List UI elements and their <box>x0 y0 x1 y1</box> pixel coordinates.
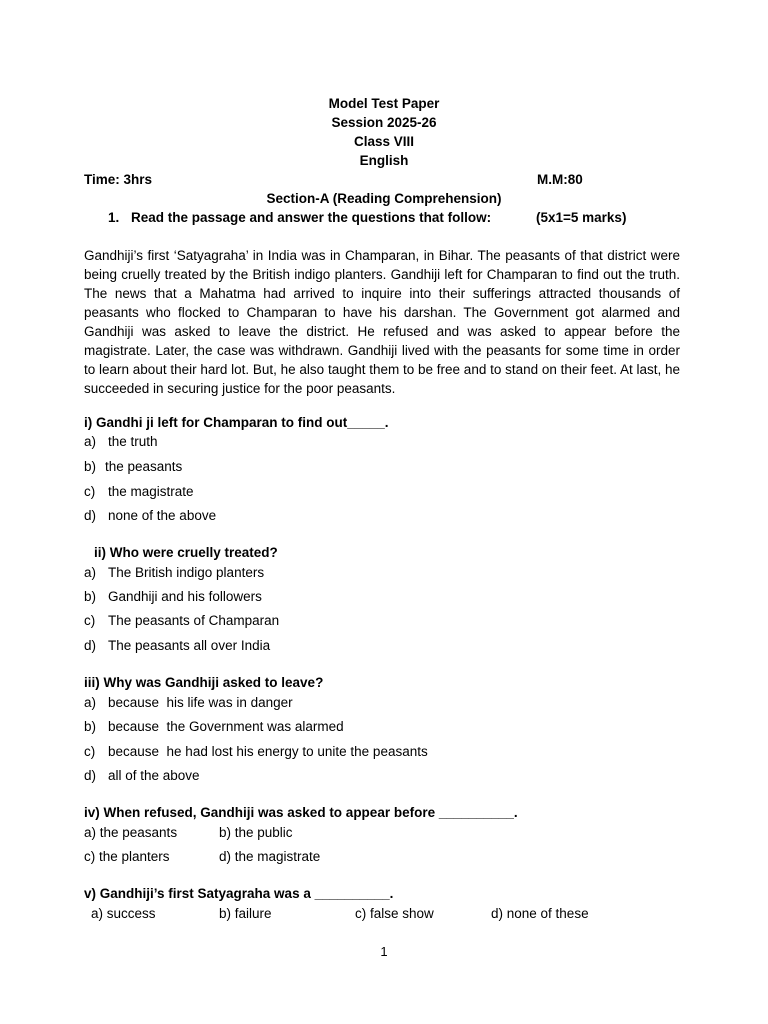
section-heading: Section-A (Reading Comprehension) <box>266 191 502 206</box>
option-text: The British indigo planters <box>108 565 265 580</box>
q1-option-a <box>84 433 158 451</box>
q5-option-b: b) failure <box>219 906 272 921</box>
session-line: Session 2025-26 <box>331 115 437 130</box>
q2-option-c <box>84 612 279 630</box>
option-text: the magistrate <box>108 484 194 499</box>
option-text: because he had lost his energy to unite the peasants <box>108 744 428 759</box>
option-text: The peasants all over India <box>108 638 271 653</box>
q4-option-d: d) the magistrate <box>219 849 321 864</box>
option-label: d) <box>84 508 97 523</box>
option-text: all of the above <box>108 768 200 783</box>
time-label: Time: 3hrs <box>84 172 153 187</box>
q3-option-b <box>84 718 344 736</box>
option-text: The peasants of Champaran <box>108 613 280 628</box>
option-label: c) <box>84 484 96 499</box>
question-3: iii) Why was Gandhiji asked to leave? <box>84 675 324 690</box>
option-label: b) <box>84 459 97 474</box>
option-text: because his life was in danger <box>108 695 293 710</box>
option-label: b) <box>84 589 97 604</box>
option-label: a) <box>84 434 97 449</box>
max-marks-label: M.M:80 <box>537 172 583 187</box>
instruction-number: 1. <box>108 210 120 225</box>
option-label: c) <box>84 613 96 628</box>
q4-option-a: a) the peasants <box>84 825 178 840</box>
q4-option-c: c) the planters <box>84 849 170 864</box>
q2-option-b <box>84 588 262 606</box>
option-text: none of the above <box>108 508 217 523</box>
option-text: Gandhiji and his followers <box>108 589 262 604</box>
option-text: because the Government was alarmed <box>108 719 344 734</box>
instruction-marks: (5x1=5 marks) <box>536 210 627 225</box>
q2-option-a <box>84 564 264 582</box>
option-label: d) <box>84 768 97 783</box>
q5-option-d: d) none of these <box>491 906 589 921</box>
q1-option-d <box>84 507 216 525</box>
q1-option-c <box>84 483 194 501</box>
option-label: d) <box>84 638 97 653</box>
option-text: the truth <box>108 434 158 449</box>
q5-option-c: c) false show <box>355 906 434 921</box>
option-label: c) <box>84 744 96 759</box>
question-4: iv) When refused, Gandhiji was asked to appear before __________. <box>84 805 518 820</box>
class-line: Class VIII <box>353 134 415 149</box>
question-2: ii) Who were cruelly treated? <box>94 545 278 560</box>
page-number: 1 <box>380 944 388 959</box>
option-label: a) <box>84 695 97 710</box>
q3-option-d <box>84 767 200 785</box>
q3-option-c <box>84 743 428 761</box>
paper-title: Model Test Paper <box>328 96 440 111</box>
option-text: the peasants <box>105 459 183 474</box>
question-5: v) Gandhiji’s first Satyagraha was a __________. <box>84 886 394 901</box>
q3-option-a <box>84 694 293 712</box>
reading-passage: Gandhiji’s first ‘Satyagraha’ in India was in Champaran, in Bihar. The peasants of that district were being cruelly treated by the British indigo planters. Gandhiji left for Champaran to find out the truth. The news that a Mahatma had arrived to inquire into their sufferings attracted thousands of peasants who flocked to Champaran to have his darshan. The Government got alarmed and Gandhiji was asked to leave the district. He refused and was asked to appear before the magistrate. Later, the case was withdrawn. Gandhiji lived with the peasants for some time in order to learn about their hard lot. But, he also taught them to be free and to stand on their feet. At last, he succeeded in securing justice for the poor peasants. <box>84 248 680 396</box>
q4-option-b: b) the public <box>219 825 293 840</box>
subject-line: English <box>359 153 409 168</box>
question-1: i) Gandhi ji left for Champaran to find out_____. <box>84 415 389 430</box>
option-label: a) <box>84 565 97 580</box>
q2-option-d <box>84 637 270 655</box>
q1-option-b <box>84 458 182 476</box>
option-label: b) <box>84 719 97 734</box>
instruction-text: Read the passage and answer the questions that follow: <box>131 210 492 225</box>
q5-option-a: a) success <box>91 906 156 921</box>
